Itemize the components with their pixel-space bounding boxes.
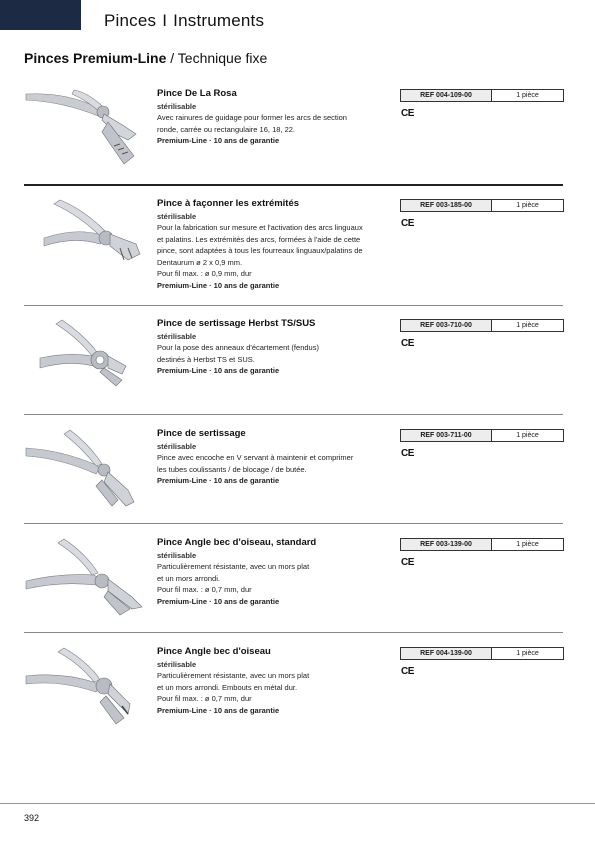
quantity: 1 pièce — [516, 432, 539, 439]
warranty-label: Premium-Line · 10 ans de garantie — [157, 366, 280, 375]
ce-mark-icon: CE — [401, 557, 414, 568]
warranty-label: Premium-Line · 10 ans de garantie — [157, 596, 280, 606]
ref-number: REF 003-185-00 — [401, 200, 492, 211]
section-title-rest: / Technique fixe — [166, 50, 268, 66]
product-info — [157, 537, 387, 607]
quantity: 1 pièce — [516, 92, 539, 99]
product-name: Pince de sertissage Herbst TS/SUS — [157, 318, 316, 329]
footer-divider — [0, 803, 595, 804]
ref-number: REF 003-710-00 — [401, 320, 492, 331]
sterilisable-label: stérilisable — [157, 442, 197, 451]
product-description-line: ronde, carrée ou rectangulaire 16, 18, 22. — [157, 124, 296, 134]
product-info — [157, 88, 387, 147]
product-info — [157, 646, 387, 716]
ce-mark-icon: CE — [401, 218, 414, 229]
ref-number: REF 003-711-00 — [401, 430, 492, 441]
quantity: 1 pièce — [516, 650, 539, 657]
header-subcategory: Instruments — [173, 11, 265, 30]
header-category: Pinces — [104, 11, 157, 30]
quantity: 1 pièce — [516, 202, 539, 209]
section-title — [24, 50, 267, 66]
sterilisable-label: stérilisable — [157, 102, 197, 111]
warranty-label: Premium-Line · 10 ans de garantie — [157, 476, 280, 485]
product-description-line: Pince avec encoche en V servant à maintenir et comprimer — [157, 453, 354, 462]
product-description-line: Pour la fabrication sur mesure et l'activation des arcs linguaux — [157, 223, 363, 232]
product-description-line: et un mors arrondi. — [157, 573, 220, 583]
page-header — [104, 11, 264, 31]
product-description-line: et un mors arrondi. Embouts en métal dur. — [157, 682, 298, 692]
ref-box — [400, 319, 564, 332]
header-color-tab — [0, 0, 81, 30]
product-description-line: Dentaurum ø 2 x 0,9 mm. — [157, 257, 243, 267]
sterilisable-label: stérilisable — [157, 551, 197, 560]
sterilisable-label: stérilisable — [157, 660, 197, 669]
product-name: Pince à façonner les extrémités — [157, 198, 300, 209]
product-description-line: Avec rainures de guidage pour former les arcs de section — [157, 113, 347, 122]
ce-mark-icon: CE — [401, 108, 414, 119]
plier-image — [24, 646, 144, 736]
product-name: Pince Angle bec d'oiseau — [157, 646, 271, 657]
sterilisable-label: stérilisable — [157, 212, 197, 221]
ref-box — [400, 89, 564, 102]
ref-number: REF 003-139-00 — [401, 539, 492, 550]
product-description-line: destinés à Herbst TS et SUS. — [157, 354, 255, 364]
product-description-line: Particulièrement résistante, avec un mors plat — [157, 671, 310, 680]
product-divider — [24, 414, 563, 415]
header-separator: I — [162, 11, 168, 30]
product-divider — [24, 184, 563, 186]
plier-image — [24, 318, 144, 408]
product-info — [157, 198, 387, 291]
ref-box — [400, 199, 564, 212]
product-description-line: et palatins. Les extrémités des arcs, formées à l'aide de cette — [157, 234, 361, 244]
ref-box — [400, 429, 564, 442]
product-divider — [24, 632, 563, 633]
warranty-label: Premium-Line · 10 ans de garantie — [157, 136, 280, 145]
ref-number: REF 004-139-00 — [401, 648, 492, 659]
product-description-line: Pour fil max. : ø 0,7 mm, dur — [157, 694, 252, 703]
product-info — [157, 318, 387, 377]
plier-image — [24, 198, 144, 288]
plier-image — [24, 537, 144, 627]
product-description-line: pince, sont adaptées à tous les fourreaux linguaux/palatins de — [157, 246, 363, 255]
product-description-line: Particulièrement résistante, avec un mors plat — [157, 562, 310, 571]
product-name: Pince De La Rosa — [157, 88, 237, 99]
product-description-line: Pour la pose des anneaux d'écartement (fendus) — [157, 343, 319, 352]
section-title-bold: Pinces Premium-Line — [24, 50, 167, 66]
ce-mark-icon: CE — [401, 448, 414, 459]
plier-image — [24, 428, 144, 518]
plier-image — [24, 88, 144, 178]
ce-mark-icon: CE — [401, 666, 414, 677]
ref-number: REF 004-109-00 — [401, 90, 492, 101]
quantity: 1 pièce — [516, 541, 539, 548]
product-description-line: Pour fil max. : ø 0,9 mm, dur — [157, 269, 252, 278]
quantity: 1 pièce — [516, 322, 539, 329]
ce-mark-icon: CE — [401, 338, 414, 349]
sterilisable-label: stérilisable — [157, 332, 197, 341]
product-description-line: les tubes coulissants / de blocage / de butée. — [157, 464, 307, 474]
warranty-label: Premium-Line · 10 ans de garantie — [157, 705, 280, 715]
ref-box — [400, 538, 564, 551]
warranty-label: Premium-Line · 10 ans de garantie — [157, 280, 280, 290]
product-name: Pince Angle bec d'oiseau, standard — [157, 537, 317, 548]
page-number: 392 — [24, 813, 40, 823]
product-divider — [24, 305, 563, 306]
ref-box — [400, 647, 564, 660]
product-name: Pince de sertissage — [157, 428, 246, 439]
product-description-line: Pour fil max. : ø 0,7 mm, dur — [157, 585, 252, 594]
product-divider — [24, 523, 563, 524]
product-info — [157, 428, 387, 487]
